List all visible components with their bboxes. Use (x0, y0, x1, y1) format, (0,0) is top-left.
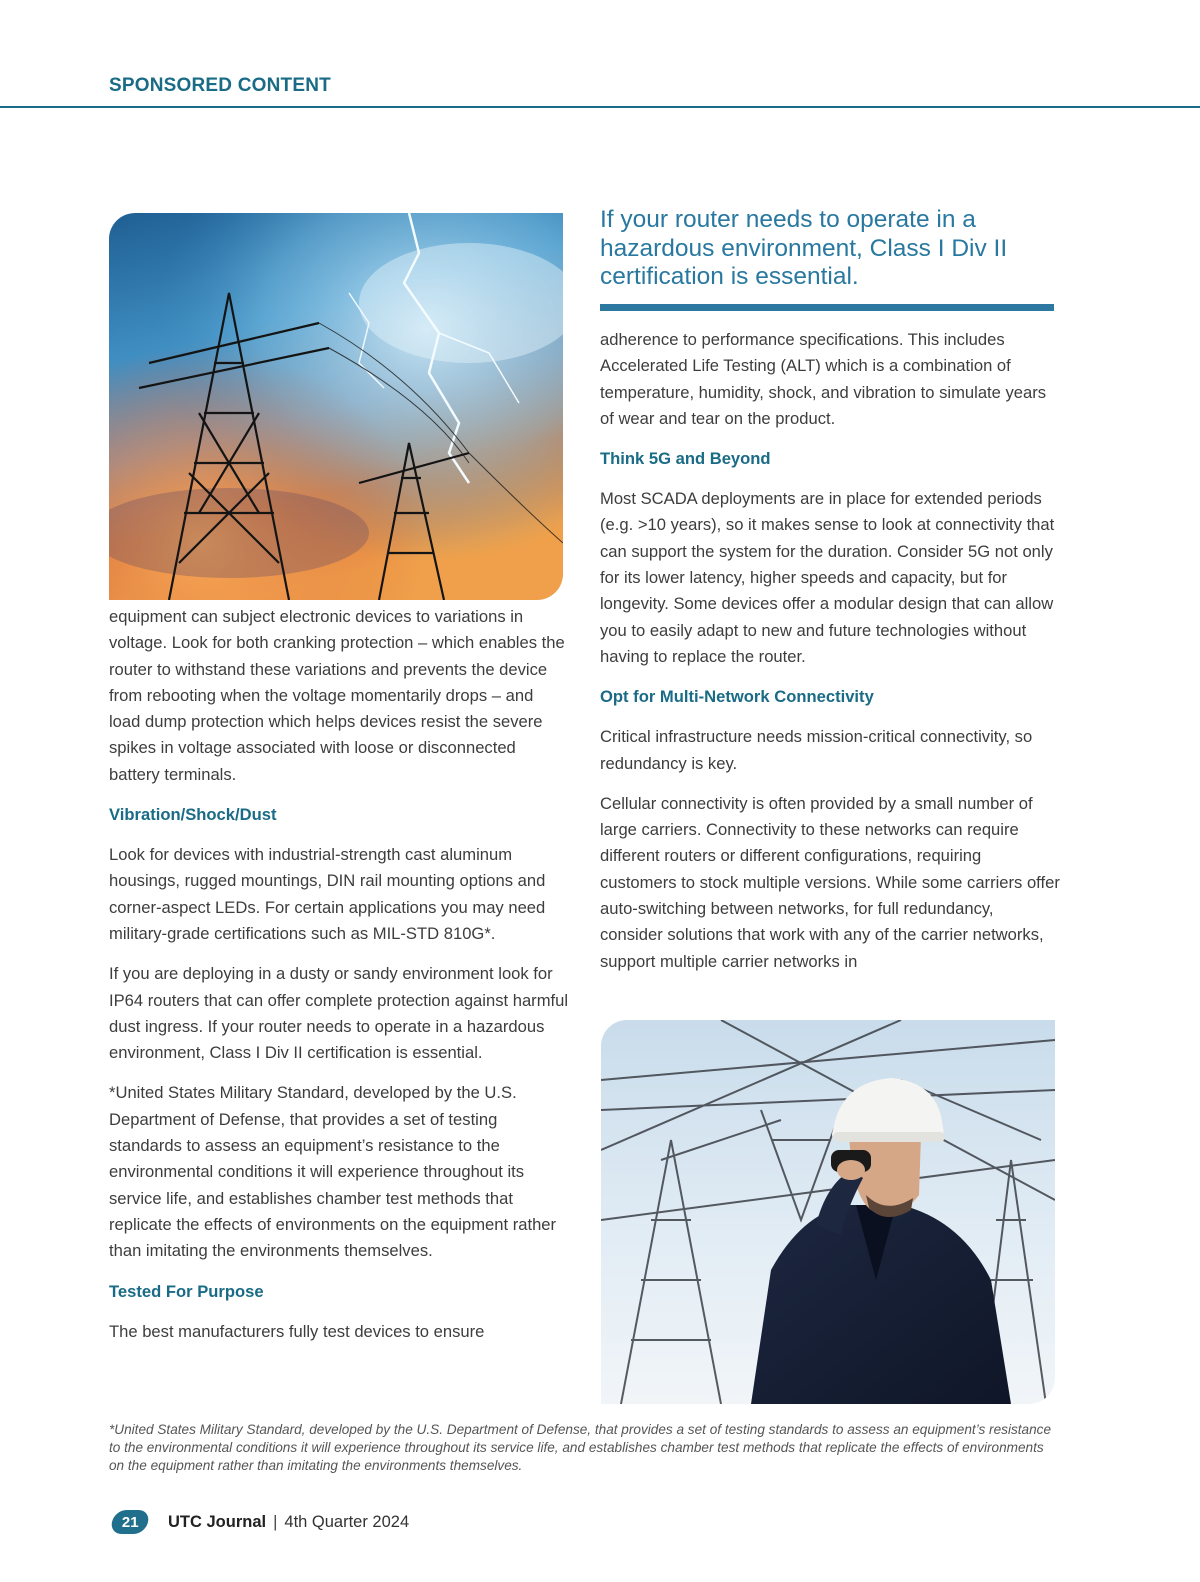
section-label: SPONSORED CONTENT (109, 75, 331, 96)
body-paragraph: If you are deploying in a dusty or sandy environment look for IP64 routers that can offer complete protection against harmful dust ingress. If your router needs to operate in a hazardous environment, Class I Div II certification is essential. (109, 964, 569, 1063)
page-number-badge (109, 1510, 150, 1534)
page-footer (112, 1507, 409, 1537)
pull-quote: If your router needs to operate in a hazardous environment, Class I Div II certification is essential. (600, 206, 1008, 290)
body-paragraph: *United States Military Standard, developed by the U.S. Department of Defense, that provides a set of testing standards to assess an equipment’s resistance to the environmental conditions it will experience throughout its service life, and establishes chamber test methods that replicate the effects of environments on the equipment rather than imitating the environments themselves. (109, 1083, 557, 1261)
body-paragraph: Most SCADA deployments are in place for extended periods (e.g. >10 years), so it makes sense to look at connectivity that can support the system for the duration. Consider 5G not only for its lower latency, higher speeds and capacity, but for longevity. Some devices offer a modular design that can allow you to easily adapt to new and future technologies without having to replace the router. (600, 489, 1055, 666)
right-column (600, 327, 1060, 989)
subheading-vibration: Vibration/Shock/Dust (109, 805, 277, 825)
subheading-5g: Think 5G and Beyond (600, 449, 771, 469)
body-paragraph: equipment can subject electronic devices to variations in voltage. Look for both cranking protection – which enables the router to withstand these variations and prevents the device from rebooting when the voltage momentarily drops – and load dump protection which helps devices resist the severe spikes in voltage associated with loose or disconnected battery terminals. (109, 607, 565, 784)
issue-label: 4th Quarter 2024 (284, 1512, 410, 1531)
footnote: *United States Military Standard, developed by the U.S. Department of Defense, that provides a set of testing standards to assess an equipment’s resistance to the environmental conditions it will experience throughout its service life, and establishes chamber test methods that replicate the effects of environments on the equipment rather than imitating the environments themselves. (109, 1422, 1052, 1473)
engineer-with-binoculars-photo (601, 1020, 1055, 1404)
body-paragraph: Cellular connectivity is often provided by a small number of large carriers. Connectivity to these networks can require different routers or different configurations, requiring customers to stock multiple versions. While some carriers offer auto-switching between networks, for full redundancy, consider solutions that work with any of the carrier networks, support multiple carrier networks in (600, 793, 1060, 971)
subheading-multi-network: Opt for Multi-Network Connectivity (600, 687, 874, 707)
body-paragraph: adherence to performance specifications. This includes Accelerated Life Testing (ALT) which is a combination of temperature, humidity, shock, and vibration to simulate years of wear and tear on the product. (600, 330, 1047, 428)
transmission-towers-lightning-photo (109, 213, 563, 600)
body-paragraph: The best manufacturers fully test devices to ensure (109, 1321, 485, 1341)
body-paragraph: Critical infrastructure needs mission-critical connectivity, so redundancy is key. (600, 727, 1033, 773)
journal-name: UTC Journal (168, 1512, 267, 1531)
pull-quote-bar (600, 304, 1054, 311)
footer-separator: | (273, 1512, 278, 1531)
page-number: 21 (121, 1513, 139, 1531)
body-paragraph: Look for devices with industrial-strength cast aluminum housings, rugged mountings, DIN rail mounting options and corner-aspect LEDs. For certain applications you may need military-grade certifications such as MIL-STD 810G*. (109, 845, 546, 943)
left-column (109, 604, 569, 1359)
header-divider (0, 106, 1200, 108)
subheading-tested: Tested For Purpose (109, 1281, 264, 1301)
